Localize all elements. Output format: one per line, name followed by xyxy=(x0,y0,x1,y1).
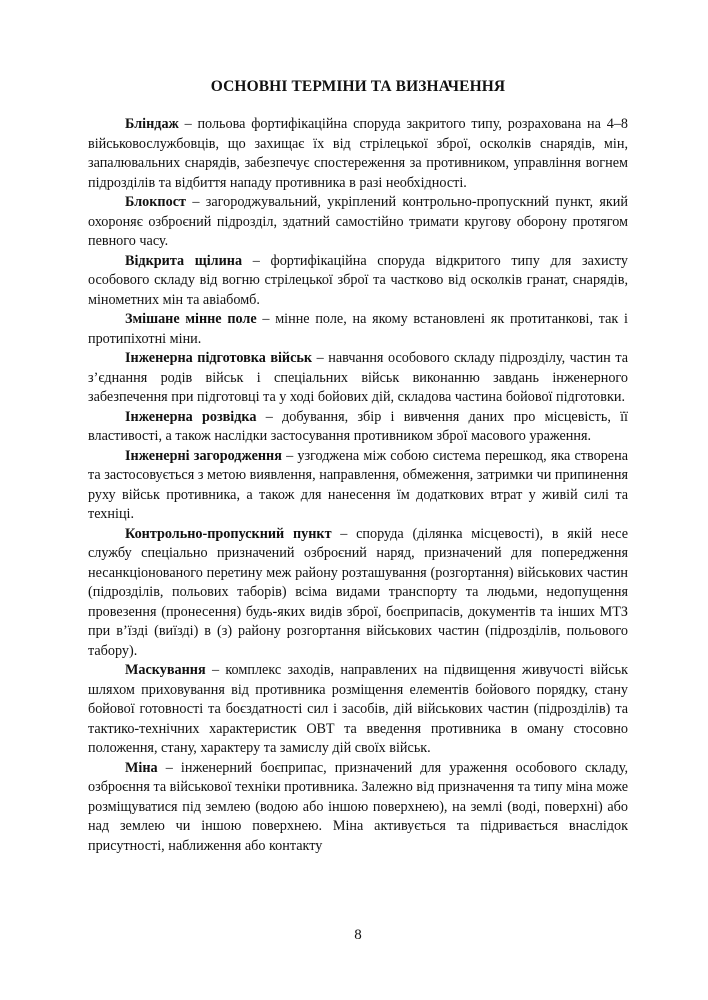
definitions-list xyxy=(88,115,628,856)
definition-text: – фортифікаційна споруда відкритого типу для захисту особового складу від вогню стрілецької зброї та частково від осколків гранат, снарядів, мінометних мін та авіабомб. xyxy=(88,252,628,308)
term: Блокпост xyxy=(125,194,186,210)
term: Змішане мінне поле xyxy=(125,311,257,327)
definition-paragraph xyxy=(88,349,628,408)
definition-text: – польова фортифікаційна споруда закритого типу, розрахована на 4–8 військовослужбовців, що захищає їх від стрілецької зброї, осколків снарядів, мін, запалювальних снарядів, забезпечує спостереження за противником, управління вогнем підрозділів та відбиття нападу противника в разі необхідності. xyxy=(88,116,628,191)
definition-text: – комплекс заходів, направлених на підвищення живучості військ шляхом приховування від противника розміщення елементів бойового порядку, стану бойової готовності та боєздатності сил і засобів, дій військових частин (підрозділів) та тактико-технічних характеристик ОВТ та введення противника в оману стосовно положення, стану, характеру та замислу дій своїх військ. xyxy=(88,662,628,756)
definition-paragraph xyxy=(88,759,628,857)
term: Міна xyxy=(125,759,158,776)
term: Контрольно-пропускний пункт xyxy=(125,525,332,542)
definition-paragraph xyxy=(88,408,628,447)
term: Інженерна розвідка xyxy=(125,408,257,425)
page-number: 8 xyxy=(354,927,362,943)
definition-text: – інженерний боєприпас, призначений для ураження особового складу, озброєння та військової техніки противника. Залежно від призначення та типу міна може розміщуватися під землею (водою або іншою поверхнею), на землі (воді, поверхні) або над землею чи іншою поверхнею. Міна активується та підривається внаслідок присутності, наближення або контакту xyxy=(88,759,628,854)
definition-paragraph xyxy=(88,447,628,525)
term: Інженерні загородження xyxy=(125,447,282,464)
definition-text: – добування, збір і вивчення даних про місцевість, її властивості, а також наслідки застосування противником зброї масового ураження. xyxy=(88,408,628,444)
page-title: ОСНОВНІ ТЕРМІНИ ТА ВИЗНАЧЕННЯ xyxy=(210,78,506,95)
definition-text: – споруда (ділянка місцевості), в якій несе службу спеціально призначений озброєний наряд, призначений для попередження несанкціонованого перетину меж району розташування (розгортання) військових частин (підрозділів, польових таборів) всіма видами транспорту та людьми, недопущення провезення (пронесення) будь-яких видів зброї, боєприпасів, документів та інших МТЗ при в’їзді (виїзді) в (з) району розгортання військових частин (підрозділів, польового табору). xyxy=(88,525,628,659)
document-page xyxy=(88,0,628,1000)
definition-text: – узгоджена між собою система перешкод, яка створена та застосовується з метою виявлення, направлення, обмеження, затримки чи припинення руху військ противника, а також для нанесення їм додаткових втрат у живій силі та техніці. xyxy=(88,447,628,522)
term: Відкрита щілина xyxy=(125,252,243,269)
term: Маскування xyxy=(125,662,206,678)
term: Бліндаж xyxy=(125,116,179,132)
definition-paragraph xyxy=(88,252,628,311)
definition-paragraph xyxy=(88,115,628,193)
definition-paragraph xyxy=(88,310,628,349)
definition-paragraph xyxy=(88,193,628,252)
term: Інженерна підготовка військ xyxy=(125,350,313,366)
definition-text: – мінне поле, на якому встановлені як протитанкові, так і протипіхотні міни. xyxy=(88,311,628,347)
definition-text: – навчання особового складу підрозділу, частин та з’єднання родів військ і спеціальних військ виконанню завдань інженерного забезпечення при підготовці та у ході бойових дій, складова частина бойової підготовки. xyxy=(88,350,628,405)
definition-paragraph xyxy=(88,525,628,662)
definition-text: – загороджувальний, укріплений контрольно-пропускний пункт, який охороняє озброєний підрозділ, здатний самостійно тримати кругову оборону протягом певного часу. xyxy=(88,194,628,249)
definition-paragraph xyxy=(88,661,628,759)
